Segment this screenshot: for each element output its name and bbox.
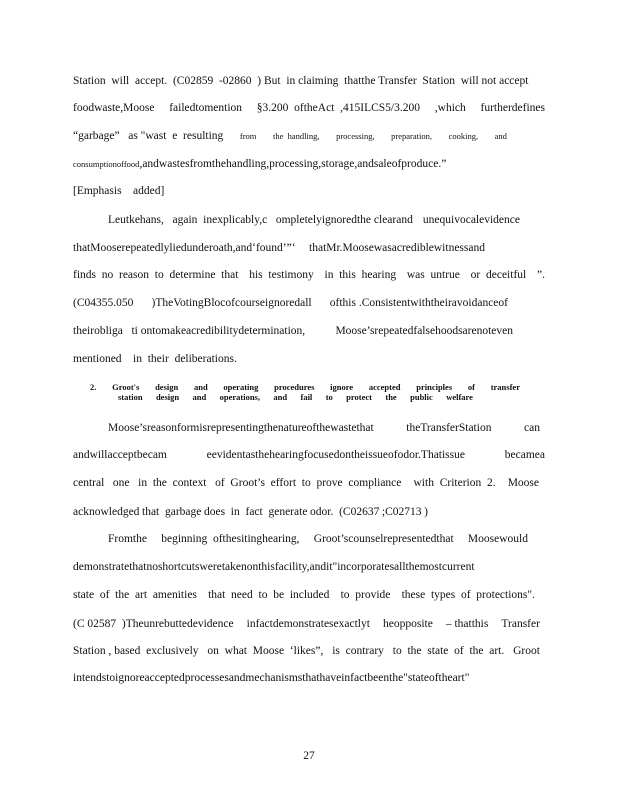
heading-word: accepted (368, 382, 401, 392)
heading-word: Groot's (112, 382, 140, 392)
text-segment: – thatthis (445, 618, 489, 630)
text-segment: on what Moose ‘likes”, (207, 645, 324, 657)
heading-number: 2. (90, 382, 97, 392)
heading-word: welfare (446, 392, 473, 402)
heading-word: to (325, 392, 333, 402)
text-segment: ”. (537, 269, 545, 281)
text-segment: eevidentasthehearingfocusedontheissueofodor.Thatissue (206, 449, 465, 461)
text-segment: processing, (336, 131, 375, 141)
text-segment: that need to be included (208, 589, 330, 601)
text-segment: from (239, 131, 257, 141)
heading-word: design (155, 392, 180, 402)
heading-word: and (193, 382, 208, 392)
text-segment: does in fact generate (203, 506, 308, 518)
heading-word: principles (416, 382, 453, 392)
text-segment: his testimony (249, 269, 314, 281)
body-text-line (108, 213, 520, 227)
heading-word: design (155, 382, 179, 392)
heading-word: procedures (274, 382, 315, 392)
text-segment: ,which (434, 102, 466, 114)
text-segment: Station , based exclusively (73, 645, 199, 657)
body-text-line (73, 476, 539, 490)
body-text-line (73, 671, 470, 685)
text-segment: theTransferStation (406, 422, 492, 434)
body-text-line (73, 101, 545, 115)
text-segment: mentioned in their deliberations. (73, 353, 237, 365)
text-segment: ,andwastesfromthehandling,processing,storage,andsaleofproduce.” (139, 158, 447, 170)
text-segment: ;C02713 (381, 506, 422, 518)
text-segment: (C 02587 )Theunrebuttedevidence (73, 618, 234, 630)
text-segment: beginning ofthesitinghearing, (161, 533, 300, 545)
body-text-line (73, 296, 508, 310)
text-segment: to provide (340, 589, 391, 601)
page-number: 27 (303, 750, 315, 762)
text-segment: these types of protections". (401, 589, 535, 601)
body-text-line (73, 617, 540, 631)
body-text-line (73, 74, 529, 88)
body-text-line (108, 421, 540, 435)
text-segment: state of the art amenities (73, 589, 197, 601)
heading-word: ignore (330, 382, 354, 392)
text-segment: Station will accept. (C02859 -02860 ) But in claiming that (73, 75, 362, 87)
body-text-line (108, 532, 528, 546)
text-segment: infactdemonstratesexactlyt (246, 618, 370, 630)
text-segment: the Transfer Station will not accept (361, 75, 529, 87)
heading-word: and (273, 392, 288, 402)
text-segment: “garbage” as "wast e resulting (73, 130, 224, 142)
text-segment: Moose’srepeatedfalsehoodsarenoteven (335, 325, 513, 337)
body-text-line (73, 157, 445, 171)
text-segment: preparation, (391, 131, 432, 141)
body-text-line (73, 560, 475, 574)
text-segment: that garbage (142, 506, 202, 518)
text-segment: becamea (504, 449, 545, 461)
body-text-line (73, 352, 253, 366)
text-segment: (C04355.050 (73, 297, 134, 309)
text-segment: ofthis .Consistentwiththeiravoidanceof (329, 297, 508, 309)
text-segment: furtherdefines (480, 102, 545, 114)
text-segment: and (494, 131, 507, 141)
text-segment: finds no reason to determine that (73, 269, 239, 281)
text-segment: Transfer (501, 618, 540, 630)
text-segment: Leutkehans, again inexplicably,c ompletelyignoredthe clearand (108, 214, 413, 226)
text-segment: failedtomention (169, 102, 243, 114)
text-segment: Fromthe (108, 533, 147, 545)
text-segment: Groot’scounselrepresentedthat (313, 533, 454, 545)
text-segment: odor. (C02637 (310, 506, 380, 518)
heading-word: public (410, 392, 433, 402)
body-text-line (73, 448, 545, 462)
text-segment: was untrue (406, 269, 460, 281)
text-segment: §3.200 oftheAct ,415ILCS5/3.200 (256, 102, 421, 114)
text-segment: foodwaste,Moose (73, 102, 155, 114)
body-text-line (73, 588, 535, 602)
text-segment: acknowledged (73, 506, 140, 518)
text-segment: to the state of the art. (392, 645, 505, 657)
body-text-line (73, 505, 428, 519)
text-segment: is contrary (332, 645, 384, 657)
text-segment: the handling, (273, 131, 320, 141)
text-segment: with Criterion 2. (413, 477, 496, 489)
text-segment: theirobliga ti ontomakeacredibilitydetermination, (73, 325, 306, 337)
text-segment: ) (424, 506, 428, 518)
heading-word: transfer (490, 382, 520, 392)
text-segment: andwillacceptbecam (73, 449, 167, 461)
text-segment: or deceitful (470, 269, 527, 281)
heading-word: and (192, 392, 207, 402)
section-heading-line-1 (90, 382, 520, 392)
heading-word: station (118, 392, 143, 402)
text-segment: cooking, (448, 131, 479, 141)
heading-word: operations, (219, 392, 260, 402)
heading-word: fail (300, 392, 313, 402)
heading-word: operating (223, 382, 259, 392)
text-segment: [Emphasis added] (73, 185, 165, 197)
text-segment: Groot (513, 645, 540, 657)
text-segment: consumptionoffood (73, 159, 140, 169)
heading-word: of (467, 382, 475, 392)
body-text-line (73, 129, 507, 143)
section-heading-line-2 (118, 392, 473, 402)
text-segment: in this hearing (324, 269, 397, 281)
text-segment: Moose’sreasonformisrepresentingthenatureofthewastethat (108, 422, 374, 434)
text-segment: unequivocalevidence (422, 214, 520, 226)
body-text-line (73, 241, 485, 255)
section-heading (90, 382, 520, 402)
text-segment: Moose (507, 477, 539, 489)
body-text-line (73, 268, 545, 282)
body-text-line (73, 644, 540, 658)
heading-word: the (385, 392, 397, 402)
body-text-line (73, 324, 513, 338)
text-segment: demonstratethatnoshortcutsweretakenonthisfacility,andit"incorporatesallthemostcurrent (73, 561, 475, 573)
text-segment: can (524, 422, 540, 434)
body-text-line (73, 184, 173, 198)
text-segment: thatMr.Moosewasacrediblewitnessand (309, 242, 485, 254)
text-segment: )TheVotingBlocofcourseignoredall (151, 297, 312, 309)
text-segment: Moosewould (467, 533, 528, 545)
text-segment: central one in the context of Groot’s effort to prove compliance (73, 477, 402, 489)
text-segment: thatMooserepeatedlyliedunderoath,and‘found’”‘ (73, 242, 296, 254)
heading-word: protect (346, 392, 372, 402)
text-segment: intendstoignoreacceptedprocessesandmechanismsthathaveinfactbeenthe"stateoftheart" (73, 672, 470, 684)
text-segment: heopposite (382, 618, 433, 630)
